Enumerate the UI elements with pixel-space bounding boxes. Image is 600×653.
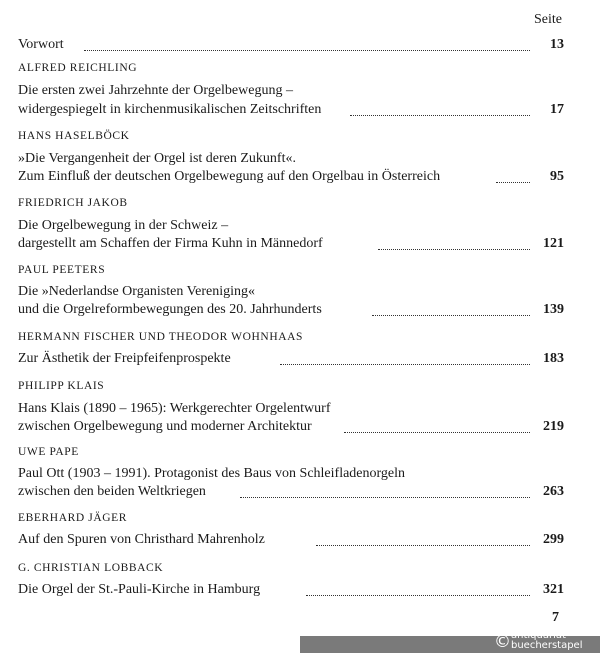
- entry-page: 321: [543, 582, 564, 597]
- toc-entry-vorwort: [18, 36, 564, 54]
- entry-title: zwischen den beiden Weltkriegen: [18, 484, 206, 499]
- dot-leader: [350, 113, 530, 116]
- entry-title: Die »Nederlandse Organisten Vereniging«: [18, 284, 256, 299]
- entry-title: Die ersten zwei Jahrzehnte der Orgelbewegung –: [18, 83, 293, 98]
- entry-line: [18, 217, 564, 235]
- entry-line: [18, 531, 564, 549]
- entry-page: 95: [550, 169, 564, 184]
- entry-title: »Die Vergangenheit der Orgel ist deren Zukunft«.: [18, 151, 296, 166]
- entry-title: Hans Klais (1890 – 1965): Werkgerechter Orgelentwurf: [18, 401, 331, 416]
- entry-line: [18, 350, 564, 368]
- entry-title: und die Orgelreformbewegungen des 20. Jahrhunderts: [18, 302, 322, 317]
- dot-leader: [344, 430, 530, 433]
- entry-page: 121: [543, 236, 564, 251]
- dot-leader: [316, 543, 530, 546]
- entry-line: [18, 82, 564, 100]
- dot-leader: [378, 247, 530, 250]
- entry-line: [18, 483, 564, 501]
- entry-line: [18, 150, 564, 168]
- entry-author: FRIEDRICH JAKOB: [18, 197, 128, 209]
- entry-line: [18, 418, 564, 436]
- watermark-stamp: [494, 630, 598, 652]
- entry-page: 183: [543, 351, 564, 366]
- entry-title: dargestellt am Schaffen der Firma Kuhn in Männedorf: [18, 236, 323, 251]
- entry-line: [18, 465, 564, 483]
- entry-line: [18, 301, 564, 319]
- entry-author: HANS HASELBÖCK: [18, 130, 130, 142]
- entry-line: [18, 235, 564, 253]
- entry-author: HERMANN FISCHER UND THEODOR WOHNHAAS: [18, 331, 304, 343]
- copyright-icon: ©: [494, 632, 511, 652]
- entry-author: PHILIPP KLAIS: [18, 380, 105, 392]
- entry-title: zwischen Orgelbewegung und moderner Architektur: [18, 419, 312, 434]
- entry-line: [18, 400, 564, 418]
- dot-leader: [240, 495, 530, 498]
- entry-title: widergespiegelt in kirchenmusikalischen Zeitschriften: [18, 102, 322, 117]
- entry-page: 13: [550, 37, 564, 52]
- entry-author: EBERHARD JÄGER: [18, 512, 128, 524]
- entry-line: [18, 101, 564, 119]
- entry-author: G. CHRISTIAN LOBBACK: [18, 562, 164, 574]
- dot-leader: [280, 362, 530, 365]
- seite-header: Seite: [534, 12, 562, 27]
- watermark-line2: buecherstapel: [511, 640, 583, 651]
- entry-title: Paul Ott (1903 – 1991). Protagonist des Baus von Schleifladenorgeln: [18, 466, 406, 481]
- entry-line: [18, 283, 564, 301]
- dot-leader: [306, 593, 530, 596]
- entry-title: Vorwort: [18, 37, 64, 52]
- entry-page: 299: [543, 532, 564, 547]
- entry-line: [18, 168, 564, 186]
- entry-page: 219: [543, 419, 564, 434]
- dot-leader: [496, 180, 530, 183]
- entry-page: 17: [550, 102, 564, 117]
- dot-leader: [84, 48, 530, 51]
- entry-title: Zur Ästhetik der Freipfeifenprospekte: [18, 351, 231, 366]
- page-number: 7: [552, 610, 559, 625]
- dot-leader: [372, 313, 530, 316]
- entry-title: Auf den Spuren von Christhard Mahrenholz: [18, 532, 265, 547]
- entry-author: UWE PAPE: [18, 446, 79, 458]
- entry-author: ALFRED REICHLING: [18, 62, 138, 74]
- entry-page: 139: [543, 302, 564, 317]
- entry-title: Zum Einfluß der deutschen Orgelbewegung auf den Orgelbau in Österreich: [18, 169, 441, 184]
- entry-title: Die Orgelbewegung in der Schweiz –: [18, 218, 229, 233]
- entry-title: Die Orgel der St.-Pauli-Kirche in Hamburg: [18, 582, 261, 597]
- entry-author: PAUL PEETERS: [18, 264, 106, 276]
- watermark-line1: antiquariat: [511, 630, 566, 641]
- entry-line: [18, 581, 564, 599]
- entry-page: 263: [543, 484, 564, 499]
